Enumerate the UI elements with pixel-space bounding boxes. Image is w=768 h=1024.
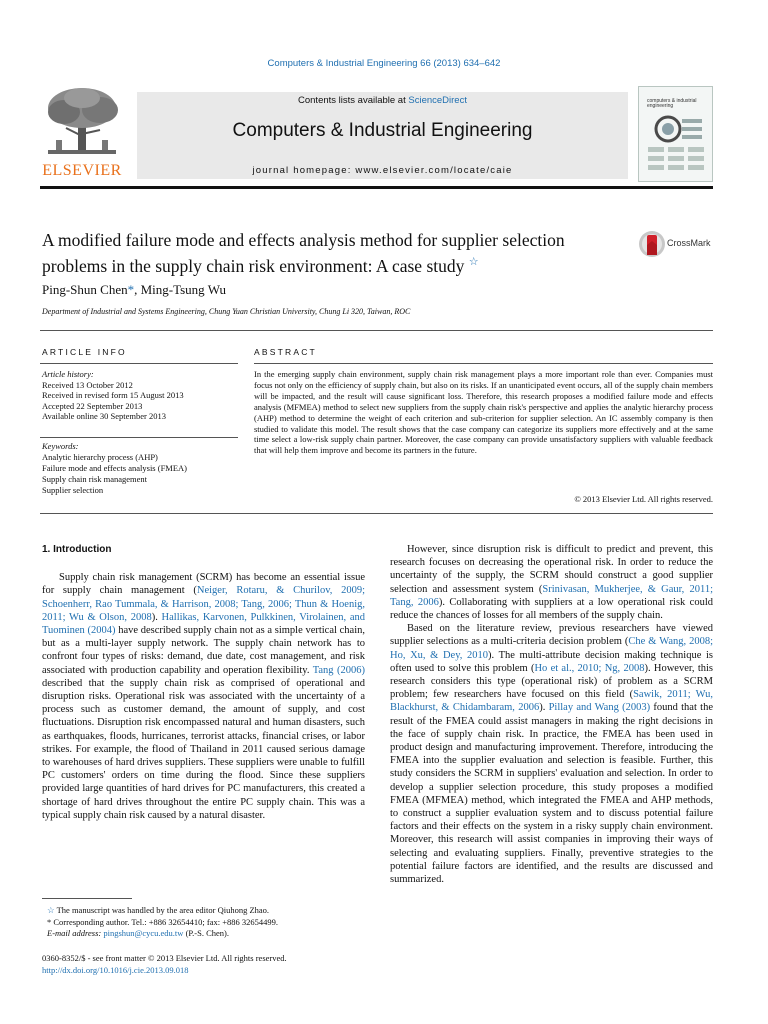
keyword-item: Failure mode and effects analysis (FMEA) <box>42 463 188 473</box>
sciencedirect-link[interactable]: ScienceDirect <box>408 95 467 106</box>
journal-title-box <box>137 92 628 179</box>
front-matter <box>42 953 442 976</box>
citation-link[interactable]: Srinivasan, Mukherjee, & Gaur, 2011; Tang, 2006 <box>390 583 713 608</box>
body-text: ). Collaborating with suppliers at a low operational risk could reduce the chances of losses for all members of the supply chain. <box>390 596 714 622</box>
cover-graphic <box>646 115 706 173</box>
keywords-rule <box>40 437 238 438</box>
journal-cover-icon[interactable] <box>638 86 713 182</box>
footnote-corresponding <box>42 917 365 929</box>
keywords-label: Keywords: <box>42 441 79 451</box>
issn-line: 0360-8352/$ - see front matter © 2013 Elsevier Ltd. All rights reserved. <box>42 953 287 963</box>
body-text: Supply chain risk management (SCRM) has become an essential issue for supply chain management ( <box>42 572 365 597</box>
history-accepted: Accepted 22 September 2013 <box>42 400 143 411</box>
footnote-corr-text: Corresponding author. Tel.: +886 32654410; fax: +886 32654499. <box>53 916 278 927</box>
journal-homepage[interactable]: journal homepage: www.elsevier.com/locate/caie <box>252 165 513 176</box>
email-link[interactable]: pingshun@cycu.edu.tw <box>103 928 184 938</box>
body-text: ). <box>151 611 162 623</box>
elsevier-wordmark: ELSEVIER <box>42 162 122 179</box>
footnotes <box>42 905 365 940</box>
author-1[interactable]: Ping-Shun Chen <box>42 282 128 297</box>
journal-reference[interactable]: Computers & Industrial Engineering 66 (2013) 634–642 <box>267 58 501 69</box>
body-text: have described supply chain not as a simple vertical chain, but as a multi-layer supply network. The supply chain network has to confront four types of risks: demand, due date, cost management, and risk associated with production capability and operation flexibility. <box>42 625 365 676</box>
elsevier-logo[interactable] <box>40 86 124 182</box>
doi-link[interactable]: http://dx.doi.org/10.1016/j.cie.2013.09.018 <box>42 964 189 975</box>
body-text: ). However, this research considers this type (operational risk) of problem as a SCRM problem; few researchers have focused on this field ( <box>390 662 713 701</box>
footnote-email <box>42 928 365 940</box>
abstract-heading: ABSTRACT <box>254 347 317 357</box>
history-received: Received 13 October 2012 <box>42 379 133 390</box>
contents-prefix: Contents lists available at <box>298 95 409 106</box>
crossmark-label: CrossMark <box>667 238 711 248</box>
abstract-copyright: © 2013 Elsevier Ltd. All rights reserved. <box>574 494 713 504</box>
section-heading-introduction: 1. Introduction <box>42 544 112 555</box>
author-2[interactable]: Ming-Tsung Wu <box>140 282 226 297</box>
citation-link[interactable]: Hallikas, Karvonen, Pulkkinen, Virolainen, and Tuominen (2004) <box>42 611 365 637</box>
header-rule <box>40 186 713 189</box>
body-column-left <box>42 543 365 822</box>
citation-link[interactable]: Pillay and Wang (2003) <box>548 702 651 714</box>
article-info-heading: ARTICLE INFO <box>42 347 127 357</box>
abstract-rule <box>254 363 713 364</box>
affiliation-rule <box>40 330 713 331</box>
footnote-rule <box>42 898 132 899</box>
title-footnote-mark[interactable]: ☆ <box>468 256 479 268</box>
footnote-star-text: The manuscript was handled by the area editor Qiuhong Zhao. <box>56 905 270 915</box>
body-text: ). <box>539 702 549 714</box>
crossmark-icon <box>638 229 666 259</box>
article-title-text: A modified failure mode and effects analysis method for supplier selection problems in the supply chain risk environment: A case study <box>42 230 565 276</box>
body-text: described that the supply chain risk as comprised of operational and disruption risks. Operational risk was associated with the uncertainty of a process such as customer demand, the amount of supply, and cost fluctuations. Disruption risk encompassed natural and human disasters, such as earthquakes, floods, hurricanes, terrorist attacks, financial crises, or labor strikes. For example, the flood of Thailand in 2011 caused serious damage to warehouses of hard drives suppliers. These suppliers were unable to fulfill PC customers' orders on time during the flood. Since these suppliers provided large quantities of hard drives for PC manufacturers, this created a shortage of hard drives throughout the entire PC supply chain. This was a typical supply chain risk caused by a natural disaster. <box>42 677 365 821</box>
abstract-bottom-rule <box>40 513 713 514</box>
abstract-text: In the emerging supply chain environment, supply chain risk management plays a more important role than ever. Companies must focus not only on the efficiency of supply chain, but also on its risks. If an unanticipated event occurs, all of the supply chain members will be impacted, and the result will cause significant loss. Therefore, this research proposes a modified failure mode and effects analysis (MFMEA) method to select new suppliers from the supply chain risk's perspective and applies the analytic hierarchy process (AHP) method to determine the weight of each criterion and sub-criterion for supplier selection. An IC assembly company is then studied to validate this model. The result shows that the case company can categorize its suppliers more effectively and at the same time select a low-risk supply chain partner. Moreover, the case company can provide unsatisfactory suppliers with valuable feedback that will help them improve and become its partners in the future. <box>254 369 713 456</box>
citation-link[interactable]: Che & Wang, 2008; Ho, Xu, & Dey, 2010 <box>390 636 713 661</box>
footnote-star-mark: ☆ <box>47 905 55 915</box>
author-separator: , <box>134 282 141 297</box>
body-text: However, since disruption risk is difficult to predict and prevent, this research focuses on decreasing the operational risk. In order to reduce the uncertainty of the supply, the SCRM should construct a good supplier selection and assessment system ( <box>390 544 713 595</box>
article-history <box>42 369 240 422</box>
body-text: ). The multi-attribute decision making technique is often used to solve this problem ( <box>390 649 713 674</box>
email-owner: (P.-S. Chen). <box>183 928 230 938</box>
keyword-item: Supply chain risk management <box>42 474 148 484</box>
email-label: E-mail address: <box>47 928 102 938</box>
body-text: found that the result of the FMEA could assist managers in making the right decisions in the face of supply chain risk. In practice, the FMEA has been used in product design and manufacturing improvement. Therefore, introducing the FMEA into the supplier evaluation and selection is feasible. Further, this study considers the SCRM in suppliers' evaluation and selection. In order to develop a supplier selection procedure, this study proposes a modified FMEA (MFMEA) method, which integrated the FMEA and AHP methods, to construct a supplier evaluation system and to discuss potential failure factors and their effects on the system in a risky supply chain environment. Moreover, this research will assist companies in improving their ways of selecting and evaluating suppliers. Finally, preventive strategies to the potential failure factors are identified, and the results are discussed and summarized. <box>390 702 713 886</box>
journal-header <box>40 86 713 186</box>
elsevier-tree-icon <box>40 86 124 160</box>
corresponding-author-mark[interactable]: * <box>127 282 135 297</box>
keyword-item: Supplier selection <box>42 485 104 495</box>
intro-paragraph-1 <box>42 571 365 822</box>
citation-link[interactable]: Tang (2006) <box>312 664 365 676</box>
article-info-rule <box>40 363 238 364</box>
history-label: Article history: <box>42 369 94 379</box>
history-revised: Received in revised form 15 August 2013 <box>42 390 184 400</box>
intro-paragraph-3 <box>390 622 713 886</box>
history-online: Available online 30 September 2013 <box>42 411 167 421</box>
affiliation: Department of Industrial and Systems Engineering, Chung Yuan Christian University, Chung Li 320, Taiwan, ROC <box>42 307 411 316</box>
body-column-right <box>390 543 713 886</box>
keywords <box>42 441 240 496</box>
contents-line <box>137 95 628 106</box>
footnote-corr-mark: * <box>47 916 52 927</box>
citation-link[interactable]: Sawik, 2011; Wu, Blackhurst, & Chidambaram, 2006 <box>390 689 714 714</box>
journal-title: Computers & Industrial Engineering <box>232 120 533 141</box>
body-text: Based on the literature review, previous researchers have viewed supplier selections as a multi-criteria decision problem ( <box>390 623 713 648</box>
article-title <box>42 229 632 277</box>
footnote-star <box>42 905 365 917</box>
crossmark-badge[interactable] <box>638 229 718 259</box>
citation-link[interactable]: Ho et al., 2010; Ng, 2008 <box>534 662 645 674</box>
keyword-item: Analytic hierarchy process (AHP) <box>42 452 158 462</box>
citation-link[interactable]: Neiger, Rotaru, & Churilov, 2009; Schoenherr, Rao Tummala, & Harrison, 2008; Tang, 2006; Thun & Hoenig, 2011; Wu & Olson, 2008 <box>42 585 365 623</box>
intro-paragraph-2 <box>390 543 713 622</box>
authors <box>42 282 226 298</box>
cover-title: computers & industrial engineering <box>647 98 697 109</box>
